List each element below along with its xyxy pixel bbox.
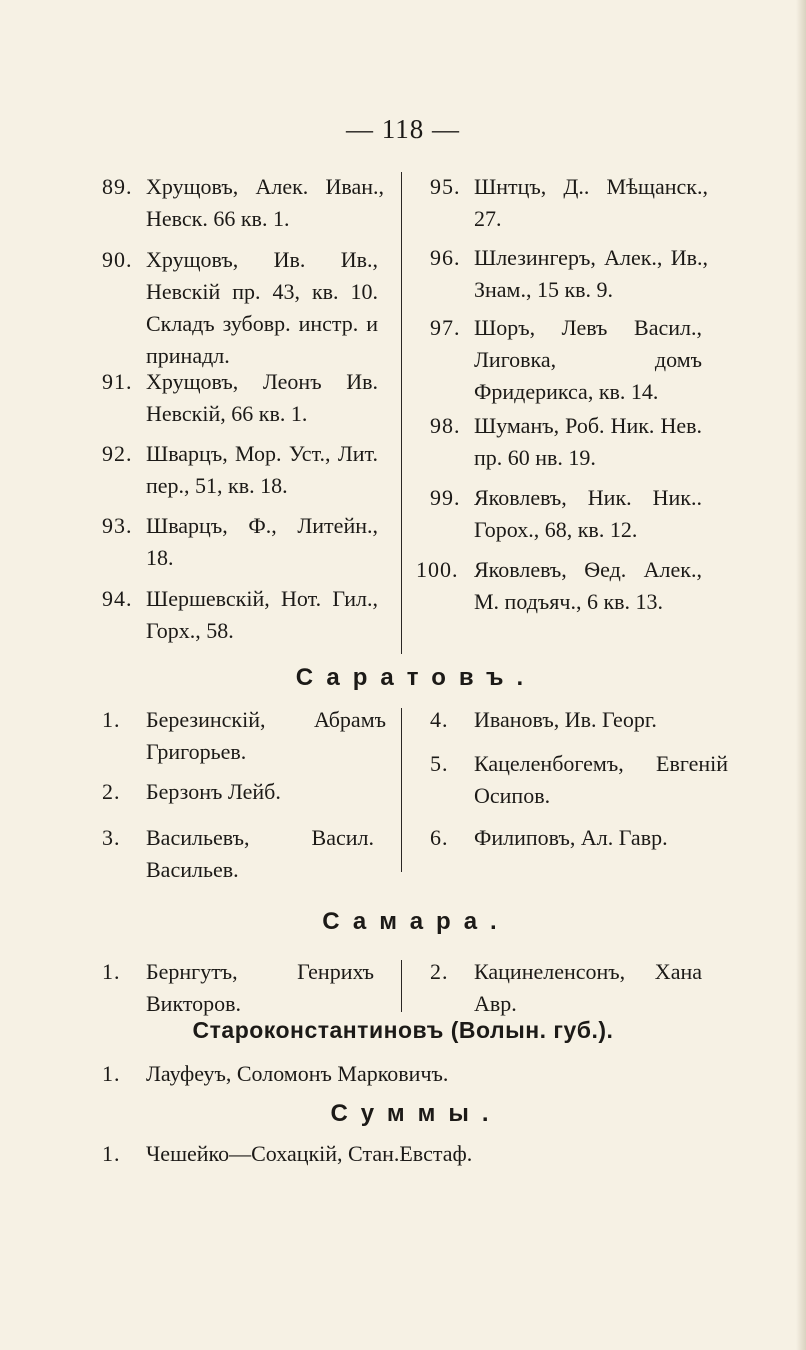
section-title-samara: Самара. (322, 908, 510, 935)
page-number: — 118 — (346, 114, 460, 144)
list-item: 99. Яковлевъ, Ник. Ник.. Горох., 68, кв. 12. (430, 485, 702, 542)
list-item: 96. Шлезингеръ, Алек., Ив., Знам., 15 кв. 9. (430, 245, 708, 302)
column-divider (401, 960, 402, 1012)
section-title-sumy: Суммы. (330, 1100, 502, 1127)
section-title-saratov: Саратовъ. (295, 664, 537, 691)
list-item: 93. Шварцъ, Ф., Литейн., 18. (102, 513, 378, 570)
list-item: 92. Шварцъ, Мор. Уст., Лит. пер., 51, кв. 18. (102, 441, 378, 498)
list-item: 100. Яковлевъ, Ѳед. Алек., М. подъяч., 6 кв. 13. (416, 557, 702, 614)
list-item: 6. Филиповъ, Ал. Гавр. (430, 825, 668, 850)
column-divider (401, 172, 402, 654)
list-item: 1. Чешейко—Сохацкій, Стан.Евстаф. (102, 1141, 473, 1166)
list-item: 97. Шоръ, Левъ Васил., Лиговка, домъ Фридерикса, кв. 14. (430, 315, 702, 404)
list-item: 2. Берзонъ Лейб. (102, 779, 281, 804)
list-item: 91. Хрущовъ, Леонъ Ив. Невскій, 66 кв. 1. (102, 369, 378, 426)
section-title-starokonstantinov: Староконстантиновъ (Волын. губ.). (192, 1017, 614, 1043)
list-item: 3. Васильевъ, Васил. Васильев. (102, 825, 374, 882)
list-item: 1. Бернгутъ, Генрихъ Викторов. (102, 959, 374, 1016)
list-item: 89. Хрущовъ, Алек. Иван., Невск. 66 кв. 1. (102, 174, 384, 231)
list-item: 2. Кацинеленсонъ, Хана Авр. (430, 959, 702, 1016)
list-item: 5. Кацеленбогемъ, Евгеній Осипов. (430, 751, 728, 808)
column-divider (401, 708, 402, 872)
list-item: 90. Хрущовъ, Ив. Ив., Невскій пр. 43, кв. 10. Складъ зубовр. инстр. и принадл. (102, 247, 378, 368)
list-item: 1. Березинскій, Абрамъ Григорьев. (102, 707, 386, 764)
list-item: 4. Ивановъ, Ив. Георг. (430, 707, 657, 732)
list-item: 98. Шуманъ, Роб. Ник. Нев. пр. 60 нв. 19. (430, 413, 702, 470)
list-item: 95. Шнтцъ, Д.. Мѣщанск., 27. (430, 174, 708, 231)
list-item: 94. Шершевскій, Нот. Гил., Горх., 58. (102, 586, 378, 643)
list-item: 1. Лауфеуъ, Соломонъ Марковичъ. (102, 1061, 449, 1086)
